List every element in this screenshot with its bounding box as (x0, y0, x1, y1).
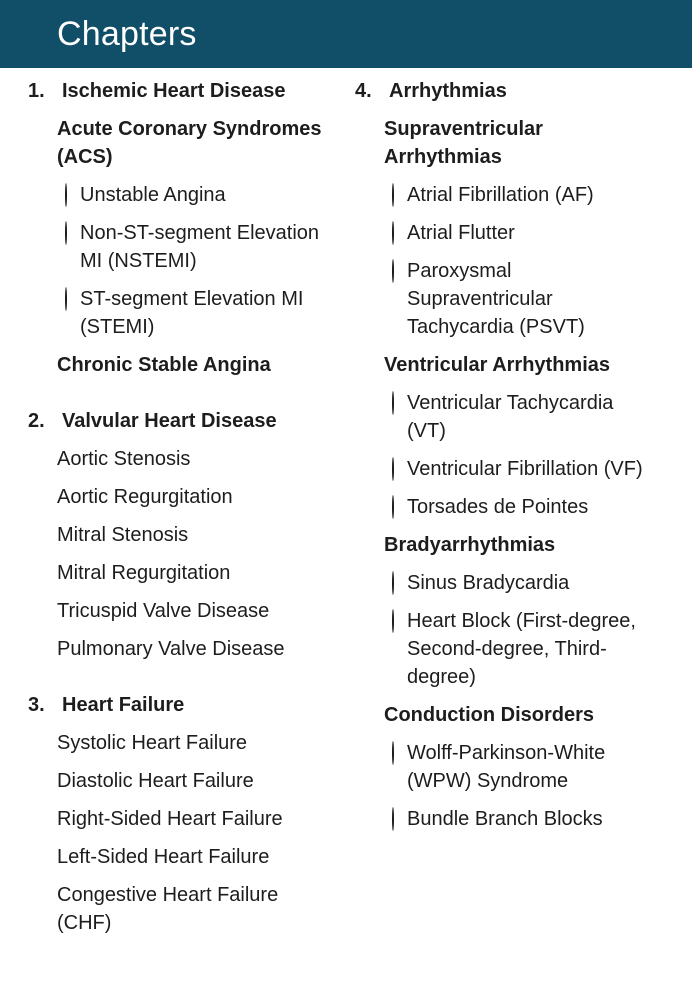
list-item (28, 881, 355, 937)
circle-bullet-marker (65, 285, 80, 341)
list-item-label: Mitral Stenosis (57, 524, 189, 546)
sub-items (369, 569, 692, 691)
bullet-marker (42, 767, 57, 795)
bullet-marker (369, 701, 384, 729)
list-item (28, 805, 355, 833)
sub-list-item-label: Paroxysmal Supraventricular Tachycardia (PSVT) (407, 260, 585, 338)
sub-list-item-label: Sinus Bradycardia (407, 572, 570, 594)
list-item-label: Supraventricular Arrhythmias (384, 118, 543, 168)
list-item (28, 115, 355, 341)
list-item-row (369, 531, 692, 559)
chapter-number: 1. (28, 80, 45, 102)
list-item-row (42, 843, 355, 871)
chapter-title: Valvular Heart Disease (62, 410, 277, 432)
list-item-label: Diastolic Heart Failure (57, 770, 254, 792)
list-item-row (42, 445, 355, 473)
list-item-row (369, 701, 692, 729)
sub-list-item (392, 389, 692, 445)
circle-bullet-marker (392, 805, 407, 833)
circle-bullet-icon (392, 807, 394, 831)
list-item-label: Congestive Heart Failure (CHF) (57, 884, 279, 934)
list-item-label: Right-Sided Heart Failure (57, 808, 283, 830)
sub-list-item-label: Torsades de Pointes (407, 496, 589, 518)
list-item (28, 483, 355, 511)
bullet-marker (42, 559, 57, 587)
list-item-label: Ventricular Arrhythmias (384, 354, 611, 376)
list-item-row (42, 767, 355, 795)
chapters-list (0, 68, 692, 947)
chapter-section (28, 77, 355, 379)
list-item-label: Aortic Regurgitation (57, 486, 233, 508)
sub-list-item (392, 219, 692, 247)
bullet-marker (369, 531, 384, 559)
circle-bullet-icon (392, 741, 394, 765)
list-item-row (42, 729, 355, 757)
sub-items (369, 181, 692, 341)
sub-list-item (65, 219, 355, 275)
circle-bullet-icon (392, 391, 394, 415)
sub-list-item (392, 257, 692, 341)
list-item (28, 843, 355, 871)
list-item-row (42, 115, 355, 171)
chapter-section (28, 691, 355, 937)
chapter-number: 3. (28, 694, 45, 716)
bullet-marker (42, 635, 57, 663)
page-header (0, 0, 692, 68)
list-item-label: Conduction Disorders (384, 704, 595, 726)
list-item-label: Tricuspid Valve Disease (57, 600, 270, 622)
sub-list-item-label: Unstable Angina (80, 184, 226, 206)
bullet-marker (369, 351, 384, 379)
chapter-heading (28, 691, 355, 719)
circle-bullet-marker (392, 257, 407, 341)
list-item-row (42, 483, 355, 511)
bullet-marker (42, 729, 57, 757)
list-item (28, 445, 355, 473)
bullet-marker (42, 483, 57, 511)
list-item (28, 635, 355, 663)
chapter-section (28, 407, 355, 663)
list-item-row (369, 115, 692, 171)
sub-list-item-label: Ventricular Tachycardia (VT) (407, 392, 614, 442)
list-item-row (42, 805, 355, 833)
chapter-items (28, 445, 355, 663)
circle-bullet-marker (392, 389, 407, 445)
list-item-label: Systolic Heart Failure (57, 732, 248, 754)
bullet-marker (42, 521, 57, 549)
list-item-row (42, 597, 355, 625)
list-item-row (42, 635, 355, 663)
bullet-marker (42, 351, 57, 379)
circle-bullet-marker (392, 739, 407, 795)
circle-bullet-icon (392, 571, 394, 595)
chapter-heading (355, 77, 692, 105)
list-item-label: Aortic Stenosis (57, 448, 191, 470)
list-item-row (42, 351, 355, 379)
sub-list-item (392, 493, 692, 521)
sub-list-item (65, 181, 355, 209)
sub-list-item-label: Atrial Flutter (407, 222, 515, 244)
bullet-marker (42, 115, 57, 171)
list-item-label: Left-Sided Heart Failure (57, 846, 270, 868)
sub-list-item-label: ST-segment Elevation MI (STEMI) (80, 288, 304, 338)
circle-bullet-marker (392, 181, 407, 209)
circle-bullet-icon (65, 221, 67, 245)
page-title: Chapters (57, 14, 197, 53)
circle-bullet-icon (392, 183, 394, 207)
chapter-title: Ischemic Heart Disease (62, 80, 286, 102)
chapter-items (355, 115, 692, 833)
sub-items (42, 181, 355, 341)
list-item (355, 115, 692, 341)
list-item-label: Bradyarrhythmias (384, 534, 556, 556)
sub-list-item (392, 455, 692, 483)
bullet-marker (42, 805, 57, 833)
chapter-number: 4. (355, 80, 372, 102)
sub-list-item-label: Bundle Branch Blocks (407, 808, 603, 830)
sub-list-item-label: Heart Block (First-degree, Second-degree, Third-degree) (407, 610, 636, 688)
sub-list-item (392, 569, 692, 597)
list-item-row (369, 351, 692, 379)
list-item (28, 767, 355, 795)
chapter-heading (28, 77, 355, 105)
circle-bullet-marker (392, 607, 407, 691)
list-item (355, 701, 692, 833)
chapter-number: 2. (28, 410, 45, 432)
sub-items (369, 739, 692, 833)
circle-bullet-marker (392, 219, 407, 247)
sub-list-item (392, 805, 692, 833)
list-item (355, 351, 692, 521)
circle-bullet-icon (65, 287, 67, 311)
bullet-marker (369, 115, 384, 171)
chapter-items (28, 729, 355, 937)
circle-bullet-icon (392, 221, 394, 245)
list-item-row (42, 881, 355, 937)
circle-bullet-marker (392, 455, 407, 483)
list-item-label: Mitral Regurgitation (57, 562, 231, 584)
column-right (355, 77, 692, 947)
list-item (28, 729, 355, 757)
list-item (28, 521, 355, 549)
bullet-marker (42, 843, 57, 871)
circle-bullet-icon (65, 183, 67, 207)
list-item-row (42, 559, 355, 587)
sub-list-item (65, 285, 355, 341)
circle-bullet-icon (392, 259, 394, 283)
sub-list-item-label: Atrial Fibrillation (AF) (407, 184, 594, 206)
chapter-items (28, 115, 355, 379)
chapter-title: Heart Failure (62, 694, 185, 716)
sub-list-item-label: Wolff-Parkinson-White (WPW) Syndrome (407, 742, 606, 792)
sub-list-item (392, 607, 692, 691)
circle-bullet-icon (392, 495, 394, 519)
chapter-heading (28, 407, 355, 435)
column-left (28, 77, 355, 947)
sub-items (369, 389, 692, 521)
chapter-section (355, 77, 692, 833)
circle-bullet-icon (392, 457, 394, 481)
list-item (28, 351, 355, 379)
list-item-label: Pulmonary Valve Disease (57, 638, 285, 660)
circle-bullet-marker (65, 181, 80, 209)
list-item (28, 597, 355, 625)
circle-bullet-marker (392, 493, 407, 521)
circle-bullet-marker (392, 569, 407, 597)
circle-bullet-marker (65, 219, 80, 275)
list-item-row (42, 521, 355, 549)
list-item (28, 559, 355, 587)
sub-list-item-label: Ventricular Fibrillation (VF) (407, 458, 643, 480)
bullet-marker (42, 597, 57, 625)
bullet-marker (42, 445, 57, 473)
list-item-label: Chronic Stable Angina (57, 354, 271, 376)
list-item-label: Acute Coronary Syndromes (ACS) (57, 118, 322, 168)
list-item (355, 531, 692, 691)
bullet-marker (42, 881, 57, 937)
sub-list-item (392, 181, 692, 209)
circle-bullet-icon (392, 609, 394, 633)
sub-list-item (392, 739, 692, 795)
chapter-title: Arrhythmias (389, 80, 507, 102)
sub-list-item-label: Non-ST-segment Elevation MI (NSTEMI) (80, 222, 320, 272)
